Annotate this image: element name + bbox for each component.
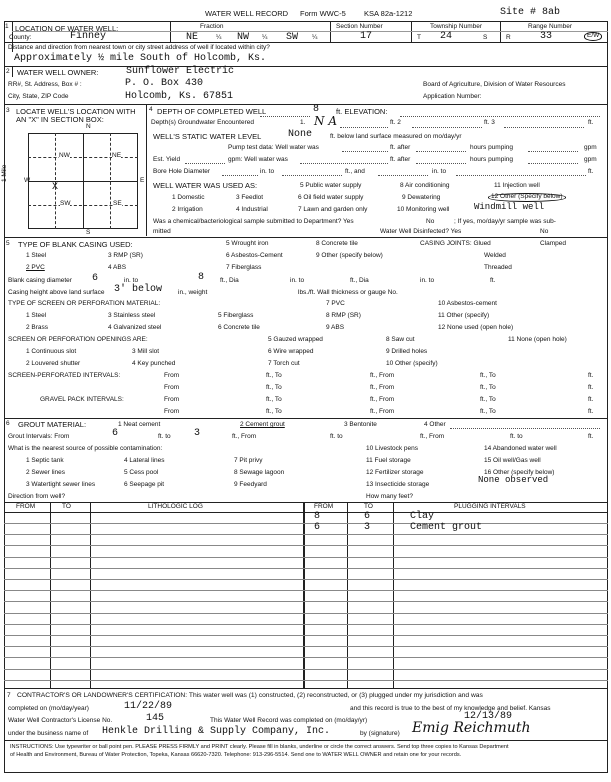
grout-cement-selected: 2 Cement grout bbox=[240, 421, 285, 428]
completed-on-label: completed on (mo/day/year) bbox=[8, 705, 89, 712]
address-label: RR#, St. Address, Box # : bbox=[8, 81, 82, 88]
contractor-signature: Emig Reichmuth bbox=[412, 720, 531, 736]
plug-row-1-desc: Clay bbox=[410, 511, 435, 522]
grout-neat-cement: 1 Neat cement bbox=[118, 421, 161, 428]
spi-from-3: From bbox=[164, 384, 180, 391]
gpi-from-3: From bbox=[164, 408, 180, 415]
distance-value: Approximately ½ mile South of Holcomb, Ks. bbox=[14, 53, 267, 64]
gpi-from-4: ft., From bbox=[370, 408, 395, 415]
quarter-mark: ¼ bbox=[262, 34, 268, 41]
quadrant-sw: SW bbox=[60, 200, 71, 207]
opening-other: 10 Other (specify) bbox=[386, 360, 438, 367]
gpi-from-1: From bbox=[164, 396, 180, 403]
owner-value: Sunflower Electric bbox=[126, 66, 235, 77]
depth-label: DEPTH OF COMPLETED WELL bbox=[157, 107, 267, 116]
source-seepage-pit: 6 Seepage pit bbox=[124, 481, 165, 488]
opening-torch-cut: 7 Torch cut bbox=[268, 360, 300, 367]
grout-ft-from-2-label: ft., From bbox=[420, 433, 445, 440]
fraction-2: NW bbox=[237, 32, 250, 43]
screen-other: 11 Other (specify) bbox=[438, 312, 490, 319]
casing-height-value: 3' below bbox=[114, 284, 163, 295]
gpi-to-1: ft., To bbox=[266, 396, 282, 403]
gpi-to-4: ft., To bbox=[480, 408, 496, 415]
disinfected-no: No bbox=[540, 228, 549, 235]
bore-in-to-label: in. to bbox=[260, 168, 275, 175]
source-feedyard: 9 Feedyard bbox=[234, 481, 267, 488]
log-row-line bbox=[4, 646, 608, 647]
section-5-title: TYPE OF BLANK CASING USED: bbox=[18, 240, 133, 249]
blank-in-to-label: in. to bbox=[124, 277, 139, 284]
chemical-sample-label: Was a chemical/bacteriological sample submitted to Department? Yes bbox=[153, 218, 354, 225]
quadrant-nw: NW bbox=[59, 152, 70, 159]
source-abandoned-well: 14 Abandoned water well bbox=[484, 445, 557, 452]
range-number-label: Range Number bbox=[528, 23, 573, 30]
source-insecticide-storage: 13 Insecticide storage bbox=[366, 481, 430, 488]
use-air-conditioning: 8 Air conditioning bbox=[400, 182, 450, 189]
blank-casing-depth-value: 8 bbox=[198, 272, 205, 283]
business-name-value: Henkle Drilling & Supply Company, Inc. bbox=[102, 726, 331, 737]
log-row-line bbox=[4, 601, 608, 602]
opening-continuous-slot: 1 Continuous slot bbox=[26, 348, 77, 355]
screen-steel: 1 Steel bbox=[26, 312, 47, 319]
spi-from-1: From bbox=[164, 372, 180, 379]
log-row-line bbox=[4, 613, 608, 614]
business-name-label: under the business name of bbox=[8, 730, 89, 737]
opening-saw-cut: 8 Saw cut bbox=[386, 336, 415, 343]
casing-concrete-tile: 8 Concrete tile bbox=[316, 240, 358, 247]
plug-row-1-to: 6 bbox=[364, 511, 371, 522]
source-sewer-lines: 2 Sewer lines bbox=[26, 469, 66, 476]
casing-pvc-selected: 2 PVC bbox=[26, 264, 45, 271]
screen-abs: 9 ABS bbox=[326, 324, 345, 331]
section-1-title: LOCATION OF WATER WELL: bbox=[15, 24, 119, 33]
board-label: Board of Agriculture, Division of Water Resources bbox=[423, 81, 566, 88]
log-row-line bbox=[4, 534, 608, 535]
opening-none: 11 None (open hole) bbox=[508, 336, 567, 343]
opening-wire-wrapped: 6 Wire wrapped bbox=[268, 348, 314, 355]
instructions-line-1: INSTRUCTIONS: Use typewriter or ball point pen. PLEASE PRESS FIRMLY and PRINT clearly. Please fill in blanks, underline or circle the correct answers. Send top three copies to Kansas Department bbox=[10, 744, 509, 750]
east-label: E bbox=[140, 177, 145, 184]
source-watertight-sewer: 3 Watertight sewer lines bbox=[26, 481, 96, 488]
plugging-intervals-header: PLUGGING INTERVALS bbox=[454, 503, 526, 510]
source-livestock-pens: 10 Livestock pens bbox=[366, 445, 419, 452]
township-value: 24 bbox=[440, 31, 453, 42]
casing-welded: Welded bbox=[484, 252, 506, 259]
use-domestic: 1 Domestic bbox=[172, 194, 205, 201]
yield-label: Est. Yield bbox=[153, 156, 181, 163]
township-s-label: S bbox=[483, 34, 488, 41]
opening-louvered-shutter: 2 Louvered shutter bbox=[26, 360, 81, 367]
source-cess-pool: 5 Cess pool bbox=[124, 469, 159, 476]
casing-wrought-iron: 5 Wrought iron bbox=[226, 240, 269, 247]
source-pit-privy: 7 Pit privy bbox=[234, 457, 263, 464]
openings-label: SCREEN OR PERFORATION OPENINGS ARE: bbox=[8, 336, 148, 343]
gpi-to-2: ft., To bbox=[480, 396, 496, 403]
yield-after-label: ft. after bbox=[390, 156, 411, 163]
use-industrial: 4 Industrial bbox=[236, 206, 268, 213]
casing-other: 9 Other (specify below) bbox=[316, 252, 383, 259]
plug-from-header: FROM bbox=[314, 503, 334, 510]
blank-in-to-2-label: in. to bbox=[290, 277, 305, 284]
section-7-number: 7 bbox=[7, 692, 11, 699]
quarter-mark: ¼ bbox=[216, 34, 222, 41]
log-row-line bbox=[4, 657, 608, 658]
contamination-source-label: What is the nearest source of possible contamination: bbox=[8, 445, 163, 452]
source-lateral-lines: 4 Lateral lines bbox=[124, 457, 165, 464]
quadrant-ne: NE bbox=[112, 152, 122, 159]
gpi-ft-2: ft. bbox=[588, 408, 594, 415]
blank-casing-diameter-label: Blank casing diameter bbox=[8, 277, 72, 284]
use-dewatering: 9 Dewatering bbox=[402, 194, 441, 201]
section-value: 17 bbox=[360, 31, 373, 42]
direction-label: Direction from well? bbox=[8, 493, 66, 500]
source-fertilizer-storage: 12 Fertilizer storage bbox=[366, 469, 424, 476]
pump-hours-label: hours pumping bbox=[470, 144, 513, 151]
disinfected-label: Water Well Disinfected? Yes bbox=[380, 228, 462, 235]
casing-threaded: Threaded bbox=[484, 264, 512, 271]
section-number-label: Section Number bbox=[336, 23, 383, 30]
screen-rmp: 8 RMP (SR) bbox=[326, 312, 361, 319]
grout-other: 4 Other bbox=[424, 421, 446, 428]
log-row-line bbox=[4, 669, 608, 670]
screen-intervals-label: SCREEN-PERFORATED INTERVALS: bbox=[8, 372, 121, 379]
pump-test-label: Pump test data: Well water was bbox=[228, 144, 319, 151]
chemical-sample-no: No bbox=[426, 218, 435, 225]
license-value: 145 bbox=[146, 713, 165, 724]
spi-to-2: ft., To bbox=[480, 372, 496, 379]
section-1-number: 1 bbox=[5, 23, 9, 30]
township-number-label: Township Number bbox=[430, 23, 483, 30]
use-other-circled: 12 Other (Specify below) bbox=[488, 193, 566, 202]
use-oil-field-water: 6 Oil field water supply bbox=[298, 194, 364, 201]
use-feedlot: 3 Feedlot bbox=[236, 194, 264, 201]
grout-ft-to-2-label: ft. to bbox=[330, 433, 343, 440]
south-label: S bbox=[86, 229, 91, 236]
pump-gpm-label: gpm bbox=[584, 144, 597, 151]
fraction-1: NE bbox=[186, 32, 199, 43]
static-level-measured-label: ft. below land surface measured on mo/day/yr bbox=[330, 133, 462, 140]
screen-asbestos-cement: 10 Asbestos-cement bbox=[438, 300, 497, 307]
address-value: P. O. Box 430 bbox=[125, 78, 204, 89]
grout-ft-to-3-label: ft. to bbox=[510, 433, 523, 440]
bore-ft-label: ft. bbox=[588, 168, 594, 175]
yield-hours-label: hours pumping bbox=[470, 156, 513, 163]
bore-diameter-label: Bore Hole Diameter bbox=[153, 168, 211, 175]
yield-gpm-label: gpm: Well water was bbox=[228, 156, 288, 163]
log-row-line bbox=[4, 579, 608, 580]
casing-joints-label: CASING JOINTS: Glued bbox=[420, 240, 491, 247]
opening-gauzed: 5 Gauzed wrapped bbox=[268, 336, 323, 343]
blank-ft-label: ft. bbox=[490, 277, 496, 284]
ksa-reference: KSA 82a-1212 bbox=[364, 9, 413, 18]
spi-from-4: ft., From bbox=[370, 384, 395, 391]
chemical-sample-date-label: ; If yes, mo/day/yr sample was sub- bbox=[454, 218, 556, 225]
plug-row-2-from: 6 bbox=[314, 522, 321, 533]
log-row-line bbox=[4, 624, 608, 625]
gpi-to-3: ft., To bbox=[266, 408, 282, 415]
use-monitoring-well: 10 Monitoring well bbox=[397, 206, 450, 213]
static-level-label: WELL'S STATIC WATER LEVEL bbox=[153, 132, 262, 141]
source-oil-gas-well: 15 Oil well/Gas well bbox=[484, 457, 541, 464]
source-fuel-storage: 11 Fuel storage bbox=[366, 457, 411, 464]
how-many-feet-label: How many feet? bbox=[366, 493, 413, 500]
record-date-value: 12/13/89 bbox=[464, 711, 513, 722]
submitted-label: mitted bbox=[153, 228, 171, 235]
opening-key-punched: 4 Key punched bbox=[132, 360, 176, 367]
well-location-mark: X bbox=[52, 182, 59, 193]
log-row-line bbox=[4, 568, 608, 569]
groundwater-3-label: ft. 3 bbox=[484, 119, 495, 126]
section-6-title: GROUT MATERIAL: bbox=[18, 420, 87, 429]
county-value: Finney bbox=[70, 31, 107, 42]
gpi-from-2: ft., From bbox=[370, 396, 395, 403]
blank-ft-dia-2-label: ft., Dia bbox=[350, 277, 369, 284]
county-label: County: bbox=[9, 34, 32, 41]
certification-text: CONTRACTOR'S OR LANDOWNER'S CERTIFICATION: This water well was (1) constructed, (2) reconstructed, or (3) plugged under my jurisdiction and was bbox=[17, 692, 483, 699]
depth-value: 8 bbox=[313, 104, 320, 115]
log-row-line bbox=[4, 680, 608, 681]
range-value: 33 bbox=[540, 31, 553, 42]
fraction-label: Fraction bbox=[200, 23, 224, 30]
use-injection-well: 11 Injection well bbox=[494, 182, 540, 189]
signature-label: by (signature) bbox=[360, 730, 400, 737]
section-3-title-1: LOCATE WELL'S LOCATION WITH bbox=[16, 107, 136, 116]
certification-text-2: and this record is true to the best of my knowledge and belief. Kansas bbox=[350, 705, 551, 712]
casing-weight-label: in., weight bbox=[178, 289, 208, 296]
spi-to-1: ft., To bbox=[266, 372, 282, 379]
screen-material-label: TYPE OF SCREEN OR PERFORATION MATERIAL: bbox=[8, 300, 161, 307]
opening-drilled-holes: 9 Drilled holes bbox=[386, 348, 428, 355]
distance-label: Distance and direction from nearest town or city street address of well if located within city? bbox=[8, 44, 270, 51]
static-level-value: None bbox=[288, 129, 313, 140]
grout-ft-from-label: ft., From bbox=[232, 433, 257, 440]
gpi-ft-1: ft. bbox=[588, 396, 594, 403]
screen-concrete-tile: 6 Concrete tile bbox=[218, 324, 260, 331]
section-2-number: 2 bbox=[6, 68, 10, 75]
grout-from-value: 6 bbox=[112, 428, 119, 439]
use-other-specified: Windmill well bbox=[474, 202, 545, 212]
mile-scale-label: 1 Mile bbox=[1, 164, 8, 182]
spi-to-3: ft., To bbox=[266, 384, 282, 391]
casing-height-label: Casing height above land surface bbox=[8, 289, 105, 296]
use-lawn-garden: 7 Lawn and garden only bbox=[298, 206, 368, 213]
west-label: W bbox=[24, 177, 31, 184]
bore-in-to-2-label: in. to bbox=[432, 168, 447, 175]
section-4-number: 4 bbox=[149, 106, 153, 113]
application-number-label: Application Number: bbox=[423, 93, 482, 100]
grout-ft-label: ft. bbox=[588, 433, 594, 440]
grout-intervals-label: Grout Intervals: From bbox=[8, 433, 70, 440]
spi-to-4: ft., To bbox=[480, 384, 496, 391]
use-public-water-supply: 5 Public water supply bbox=[300, 182, 362, 189]
instructions-line-2: of Health and Environment, Bureau of Water Protection, Topeka, Kansas 66620-7320. Telephone: 913-296-5514. Send one to WATER WELL OWNER and retain one for your records. bbox=[10, 752, 462, 758]
section-3-number: 3 bbox=[6, 107, 10, 114]
city-label: City, State, ZIP Code bbox=[8, 93, 69, 100]
log-to-header: TO bbox=[62, 503, 71, 510]
gravel-intervals-label: GRAVEL PACK INTERVALS: bbox=[40, 396, 124, 403]
quarter-mark: ¼ bbox=[312, 34, 318, 41]
screen-galvanized-steel: 4 Galvanized steel bbox=[108, 324, 162, 331]
screen-brass: 2 Brass bbox=[26, 324, 49, 331]
blank-casing-diameter-value: 6 bbox=[92, 273, 99, 284]
casing-asbestos-cement: 6 Asbestos-Cement bbox=[226, 252, 283, 259]
log-row-line bbox=[4, 557, 608, 558]
grout-to-value: 3 bbox=[194, 428, 201, 439]
casing-rmp: 3 RMP (SR) bbox=[108, 252, 143, 259]
log-row-line bbox=[4, 590, 608, 591]
screen-stainless-steel: 3 Stainless steel bbox=[108, 312, 156, 319]
section-6-number: 6 bbox=[6, 420, 10, 427]
record-completed-label: This Water Well Record was completed on (mo/day/yr) bbox=[210, 717, 368, 724]
groundwater-value: N A bbox=[314, 114, 337, 128]
blank-in-to-3-label: in. to bbox=[420, 277, 435, 284]
quadrant-se: SE bbox=[113, 200, 122, 207]
city-value: Holcomb, Ks. 67851 bbox=[125, 91, 234, 102]
log-row-line bbox=[4, 523, 608, 524]
bore-and-label: ft., and bbox=[345, 168, 365, 175]
north-label: N bbox=[86, 123, 91, 130]
source-other: 16 Other (specify below) bbox=[484, 469, 555, 476]
screen-none: 12 None used (open hole) bbox=[438, 324, 514, 331]
use-irrigation: 2 Irrigation bbox=[172, 206, 203, 213]
spi-ft-2: ft. bbox=[588, 384, 594, 391]
groundwater-2-label: ft. 2 bbox=[390, 119, 401, 126]
groundwater-ft-label: ft. bbox=[588, 119, 594, 126]
section-5-number: 5 bbox=[6, 240, 10, 247]
log-row-line bbox=[4, 635, 608, 636]
blank-ft-dia-label: ft., Dia bbox=[220, 277, 239, 284]
log-row-line bbox=[4, 545, 608, 546]
plug-row-1-from: 8 bbox=[314, 511, 321, 522]
source-sewage-lagoon: 8 Sewage lagoon bbox=[234, 469, 285, 476]
form-number: Form WWC-5 bbox=[300, 9, 346, 18]
screen-pvc: 7 PVC bbox=[326, 300, 345, 307]
contamination-other-value: None observed bbox=[478, 475, 549, 485]
source-septic-tank: 1 Septic tank bbox=[26, 457, 64, 464]
elevation-label: ft. ELEVATION: bbox=[336, 107, 388, 116]
grout-ft-to-label: ft. to bbox=[158, 433, 171, 440]
groundwater-1-label: 1. bbox=[300, 119, 306, 126]
opening-mill-slot: 3 Mill slot bbox=[132, 348, 160, 355]
form-title: WATER WELL RECORD bbox=[205, 9, 289, 18]
groundwater-label: Depth(s) Groundwater Encountered bbox=[151, 119, 254, 126]
lithologic-log-header: LITHOLOGIC LOG bbox=[148, 503, 203, 510]
spi-from-2: ft., From bbox=[370, 372, 395, 379]
yield-gpm-end-label: gpm bbox=[584, 156, 597, 163]
section-2-title: WATER WELL OWNER: bbox=[17, 68, 99, 77]
range-r-label: R bbox=[506, 34, 511, 41]
pump-after-label: ft. after bbox=[390, 144, 411, 151]
casing-clamped: Clamped bbox=[540, 240, 567, 247]
plug-row-2-to: 3 bbox=[364, 522, 371, 533]
screen-fiberglass: 5 Fiberglass bbox=[218, 312, 254, 319]
casing-abs: 4 ABS bbox=[108, 264, 127, 271]
plug-to-header: TO bbox=[364, 503, 373, 510]
plug-row-2-desc: Cement grout bbox=[410, 522, 483, 533]
spi-ft-1: ft. bbox=[588, 372, 594, 379]
grout-bentonite: 3 Bentonite bbox=[344, 421, 377, 428]
section-3-title-2: AN "X" IN SECTION BOX: bbox=[16, 115, 104, 124]
township-t-label: T bbox=[417, 34, 421, 41]
log-from-header: FROM bbox=[16, 503, 36, 510]
completed-date-value: 11/22/89 bbox=[124, 701, 173, 712]
range-ew-circled: E/W bbox=[584, 32, 602, 41]
wall-thickness-label: lbs./ft. Wall thickness or gauge No. bbox=[298, 289, 398, 296]
license-label: Water Well Contractor's License No. bbox=[8, 717, 113, 724]
site-number: Site # 8ab bbox=[500, 7, 561, 18]
casing-steel: 1 Steel bbox=[26, 252, 47, 259]
fraction-3: SW bbox=[286, 32, 299, 43]
casing-fiberglass: 7 Fiberglass bbox=[226, 264, 262, 271]
water-use-label: WELL WATER WAS USED AS: bbox=[153, 181, 258, 190]
